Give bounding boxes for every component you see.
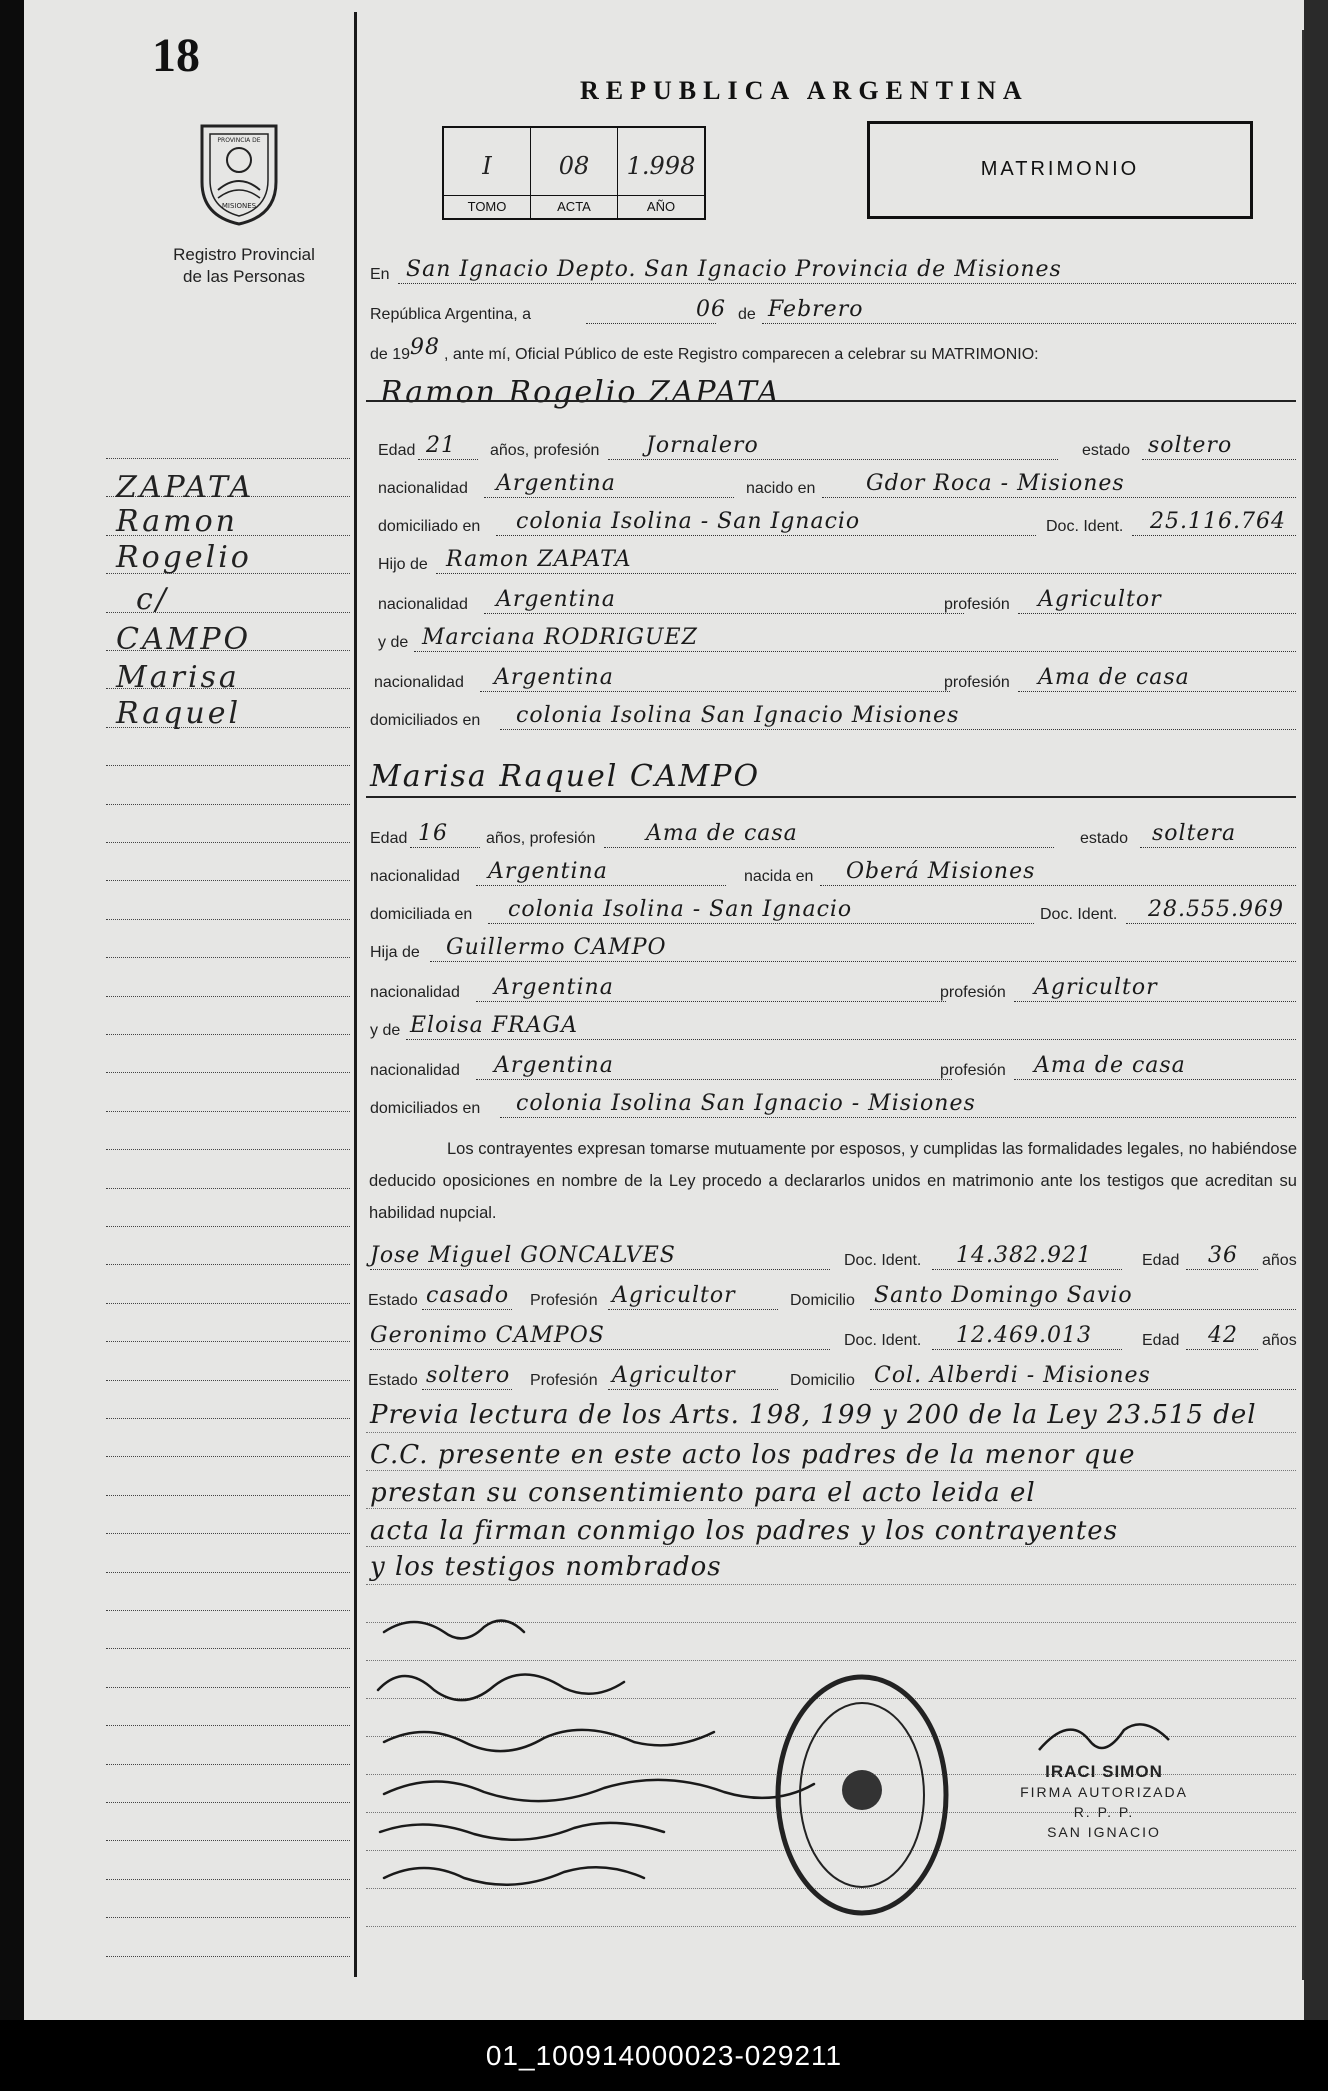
groom-father-profession: Agricultor: [1038, 587, 1162, 612]
domicilio-label: domiciliado en: [378, 518, 481, 535]
margin-rule: [106, 1072, 350, 1073]
estado-label: Estado: [368, 1372, 418, 1389]
margin-rule: [106, 1303, 350, 1304]
margin-rule: [106, 804, 350, 805]
bride-address: colonia Isolina - San Ignacio: [508, 897, 853, 922]
margin-name: ZAPATA: [116, 470, 254, 505]
certificate-page: [24, 0, 1306, 2020]
groom-parents-address-row: [366, 700, 1296, 730]
groom-age: 21: [426, 433, 456, 458]
witness-2-age: 42: [1208, 1323, 1238, 1348]
nacionalidad-label: nacionalidad: [378, 480, 468, 497]
margin-rule: [106, 1764, 350, 1765]
profesion-label: profesión: [944, 596, 1010, 613]
profesion-label: profesión: [940, 1062, 1006, 1079]
witness-1-doc: 14.382.921: [956, 1243, 1092, 1268]
margin-rule: [106, 880, 350, 881]
margin-rule: [106, 1149, 350, 1150]
margin-rule: [106, 996, 350, 997]
witness-1-profession: Agricultor: [612, 1283, 736, 1308]
witness-1-age: 36: [1208, 1243, 1238, 1268]
profesion-label: años, profesión: [490, 442, 600, 459]
groom-father-row: [366, 544, 1296, 574]
note-line: prestan su consentimiento para el acto leida el: [370, 1478, 1036, 1508]
margin-rule: [106, 1495, 350, 1496]
tomo-label: TOMO: [444, 195, 530, 218]
edad-label: Edad: [370, 830, 408, 847]
folio-number: 18: [152, 29, 200, 82]
official-line: SAN IGNACIO: [1047, 1824, 1161, 1840]
groom-profession: Jornalero: [646, 433, 759, 458]
groom-doc: 25.116.764: [1150, 509, 1286, 534]
bride-mother-row: [366, 1010, 1296, 1040]
note-line: y los testigos nombrados: [370, 1552, 722, 1582]
domiciliados-label: domiciliados en: [370, 1100, 481, 1117]
registry-line-1: Registro Provincial: [173, 245, 315, 264]
record-type-box: [867, 121, 1253, 219]
margin-rule: [106, 1533, 350, 1534]
groom-mother-nationality: Argentina: [494, 665, 614, 690]
edad-label: Edad: [378, 442, 416, 459]
bride-nationality: Argentina: [488, 859, 608, 884]
bride-mother-profession: Ama de casa: [1034, 1053, 1186, 1078]
year-tail: , ante mí, Oficial Público de este Registro comparecen a celebrar su MATRIMONIO:: [444, 346, 1039, 363]
declaration-text: Los contrayentes expresan tomarse mutuamente por esposos, y cumplidas las formalidades legales, no habiéndose deducido oposiciones en nombre de la Ley procedo a declararlos unidos en matrimonio ante los testigos que acreditan su habilidad nupcial.: [369, 1140, 1297, 1222]
record-type-label: MATRIMONIO: [980, 158, 1140, 180]
nacionalidad-label: nacionalidad: [378, 596, 468, 613]
province-crest-icon: [184, 120, 294, 228]
groom-mother: Marciana RODRIGUEZ: [422, 625, 698, 650]
groom-address-row: [366, 506, 1296, 536]
groom-nationality: Argentina: [496, 471, 616, 496]
bride-parents-address: colonia Isolina San Ignacio - Misiones: [516, 1091, 976, 1116]
margin-rule: [106, 1879, 350, 1880]
hijo-label: Hijo de: [378, 556, 428, 573]
margin-rule: [106, 1380, 350, 1381]
margin-name: Marisa: [116, 660, 240, 695]
margin-rule: [106, 1456, 350, 1457]
day-value: 06: [696, 297, 726, 322]
profesion-label: profesión: [940, 984, 1006, 1001]
ruled-line: [366, 1926, 1296, 1927]
ano-label: AÑO: [618, 195, 704, 218]
bride-mother-nat-row: [366, 1050, 1296, 1080]
ruled-line: [366, 1546, 1296, 1547]
nacido-label: nacido en: [746, 480, 816, 497]
crest-bottom-text: MISIONES: [221, 202, 257, 210]
groom-name: Ramon Rogelio ZAPATA: [380, 375, 781, 410]
witness-2-profession: Agricultor: [612, 1363, 736, 1388]
en-label: En: [370, 266, 390, 283]
official-line: R. P. P.: [1073, 1804, 1135, 1820]
margin-rule: [106, 1111, 350, 1112]
official-seal-icon: [772, 1670, 952, 1920]
note-line: Previa lectura de los Arts. 198, 199 y 200 de la Ley 23.515 del: [370, 1400, 1257, 1430]
groom-father-nationality: Argentina: [496, 587, 616, 612]
witness-1-name: Jose Miguel GONCALVES: [370, 1243, 676, 1268]
margin-name: Ramon: [116, 504, 238, 539]
bride-parents-address-row: [366, 1088, 1296, 1118]
margin-rule: [106, 1188, 350, 1189]
acta-value: 08: [558, 152, 590, 180]
ruled-line: [366, 1584, 1296, 1585]
estado-label: Estado: [368, 1292, 418, 1309]
witness-2-doc: 12.469.013: [956, 1323, 1092, 1348]
doc-label: Doc. Ident.: [844, 1252, 922, 1269]
margin-rule: [106, 919, 350, 920]
margin-name: Rogelio: [116, 540, 252, 575]
witness-1-address: Santo Domingo Savio: [874, 1283, 1133, 1308]
bride-father: Guillermo CAMPO: [446, 935, 667, 960]
margin-rule: [106, 842, 350, 843]
bride-name-line: [366, 796, 1296, 798]
acta-cell: [530, 128, 617, 218]
margin-rule: [106, 957, 350, 958]
note-line: C.C. presente en este acto los padres de la menor que: [370, 1440, 1136, 1470]
groom-mother-profession: Ama de casa: [1038, 665, 1190, 690]
anos-label: años: [1262, 1332, 1297, 1349]
doc-label: Doc. Ident.: [844, 1332, 922, 1349]
groom-father-nat-row: [366, 584, 1296, 614]
witness-2-name: Geronimo CAMPOS: [370, 1323, 605, 1348]
doc-label: Doc. Ident.: [1040, 906, 1118, 923]
profesion-label: profesión: [944, 674, 1010, 691]
estado-label: estado: [1082, 442, 1131, 459]
ruled-line: [366, 1470, 1296, 1471]
tomo-value: I: [482, 152, 492, 180]
margin-rule: [106, 1687, 350, 1688]
de-label: de: [738, 306, 756, 323]
bride-father-profession: Agricultor: [1034, 975, 1158, 1000]
doc-label: Doc. Ident.: [1046, 518, 1124, 535]
ruled-line: [366, 1508, 1296, 1509]
margin-rule: [106, 765, 350, 766]
margin-column: [24, 0, 354, 2020]
witness-2-estado: soltero: [426, 1363, 511, 1388]
margin-rule: [106, 458, 350, 459]
official-name: IRACI SIMON: [1045, 1762, 1163, 1781]
bride-estado: soltera: [1152, 821, 1237, 846]
profesion-label: Profesión: [530, 1292, 598, 1309]
domicilio-label: Domicilio: [790, 1372, 855, 1389]
margin-rule: [106, 1610, 350, 1611]
witness-2-row: [366, 1320, 1296, 1350]
ano-cell: [617, 128, 704, 218]
margin-rule: [106, 1648, 350, 1649]
margin-name: c/: [136, 582, 169, 617]
crest-top-text: PROVINCIA DE: [217, 137, 261, 144]
profesion-label: Profesión: [530, 1372, 598, 1389]
year-value: 98: [410, 335, 440, 360]
bride-doc: 28.555.969: [1148, 897, 1284, 922]
groom-estado: soltero: [1148, 433, 1233, 458]
profesion-label: años, profesión: [486, 830, 596, 847]
margin-rule: [106, 1264, 350, 1265]
domicilio-label: domiciliada en: [370, 906, 473, 923]
ruled-line: [366, 1432, 1296, 1433]
country-title: REPUBLICA ARGENTINA: [580, 76, 1029, 105]
bride-birth-row: [366, 856, 1296, 886]
intro-row-year: [366, 334, 1296, 364]
domicilio-label: Domicilio: [790, 1292, 855, 1309]
estado-label: estado: [1080, 830, 1129, 847]
margin-rule: [106, 1956, 350, 1957]
groom-mother-nat-row: [366, 662, 1296, 692]
bride-name: Marisa Raquel CAMPO: [370, 759, 761, 794]
groom-father: Ramon ZAPATA: [446, 547, 632, 572]
groom-address: colonia Isolina - San Ignacio: [516, 509, 861, 534]
margin-rule: [106, 1572, 350, 1573]
document-id: 01_100914000023-029211: [485, 2040, 843, 2071]
nacionalidad-label: nacionalidad: [370, 1062, 460, 1079]
bride-mother: Eloisa FRAGA: [410, 1013, 578, 1038]
bride-name-row: [366, 752, 1296, 796]
yde-label: y de: [370, 1022, 401, 1039]
groom-age-row: [366, 430, 1296, 460]
bride-address-row: [366, 894, 1296, 924]
anos-label: años: [1262, 1252, 1297, 1269]
intro-row-date: [366, 294, 1296, 324]
month-value: Febrero: [768, 297, 864, 322]
witness-1-detail-row: [366, 1280, 1296, 1310]
margin-rule: [106, 1917, 350, 1918]
bride-father-row: [366, 932, 1296, 962]
margin-rule: [106, 1802, 350, 1803]
witness-1-row: [366, 1240, 1296, 1270]
nacionalidad-label: nacionalidad: [370, 868, 460, 885]
witness-2-detail-row: [366, 1360, 1296, 1390]
scan-edge: [1304, 0, 1328, 2020]
bride-birthplace: Oberá Misiones: [846, 859, 1036, 884]
note-line: acta la firman conmigo los padres y los contrayentes: [370, 1516, 1119, 1546]
margin-rule: [106, 1034, 350, 1035]
margin-rule: [106, 1418, 350, 1419]
intro-row-place: [366, 254, 1296, 284]
hija-label: Hija de: [370, 944, 420, 961]
groom-birth-row: [366, 468, 1296, 498]
margin-name: Raquel: [116, 696, 242, 731]
yde-label: y de: [378, 634, 409, 651]
edad-label: Edad: [1142, 1252, 1180, 1269]
margin-rule: [106, 1725, 350, 1726]
groom-parents-address: colonia Isolina San Ignacio Misiones: [516, 703, 960, 728]
bride-father-nat-row: [366, 972, 1296, 1002]
edad-label: Edad: [1142, 1332, 1180, 1349]
nacionalidad-label: nacionalidad: [370, 984, 460, 1001]
bride-age: 16: [418, 821, 448, 846]
margin-rule: [106, 1226, 350, 1227]
record-reference-box: [442, 126, 706, 220]
column-divider: [354, 12, 357, 1977]
bride-father-nationality: Argentina: [494, 975, 614, 1000]
groom-birthplace: Gdor Roca - Misiones: [866, 471, 1125, 496]
acta-label: ACTA: [531, 195, 617, 218]
republica-label: República Argentina, a: [370, 306, 531, 323]
year-prefix: de 19: [370, 346, 411, 363]
bride-age-row: [366, 818, 1296, 848]
margin-rule: [106, 1341, 350, 1342]
witness-1-estado: casado: [426, 1283, 510, 1308]
groom-name-row: [366, 372, 1296, 412]
groom-mother-row: [366, 622, 1296, 652]
official-line: FIRMA AUTORIZADA: [1020, 1784, 1188, 1800]
witness-2-address: Col. Alberdi - Misiones: [874, 1363, 1151, 1388]
nacionalidad-label: nacionalidad: [374, 674, 464, 691]
ano-value: 1.998: [626, 152, 696, 180]
official-stamp: [994, 1762, 1214, 1842]
bride-mother-nationality: Argentina: [494, 1053, 614, 1078]
domiciliados-label: domiciliados en: [370, 712, 481, 729]
tomo-cell: [444, 128, 530, 218]
registry-label: [144, 244, 344, 288]
nacida-label: nacida en: [744, 868, 814, 885]
margin-rule: [106, 1840, 350, 1841]
margin-name: CAMPO: [116, 622, 252, 657]
official-signature: [1029, 1710, 1179, 1770]
groom-name-line: [366, 400, 1296, 402]
bride-profession: Ama de casa: [646, 821, 798, 846]
place-value: San Ignacio Depto. San Ignacio Provincia de Misiones: [406, 257, 1062, 282]
registry-line-2: de las Personas: [183, 267, 305, 286]
